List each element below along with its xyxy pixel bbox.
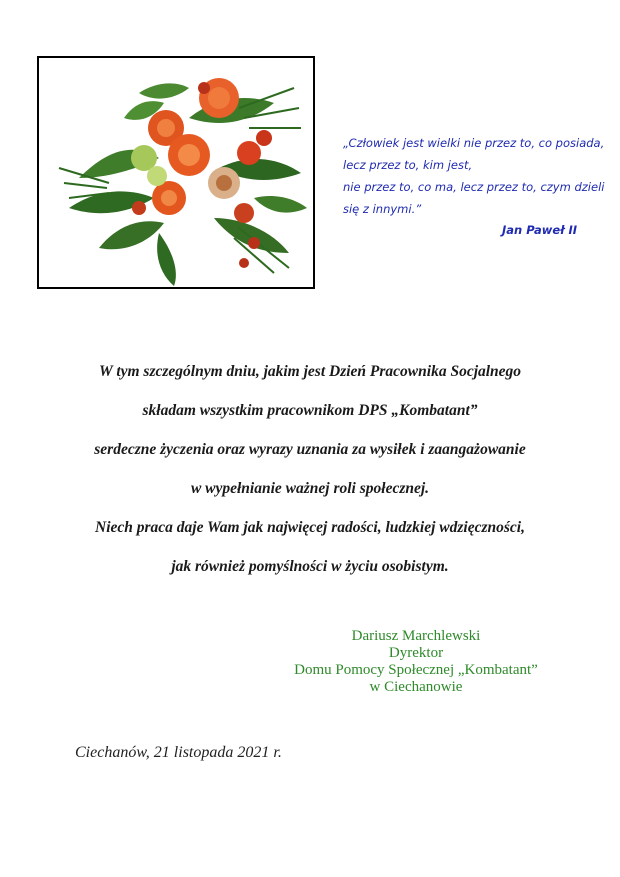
signature-location: w Ciechanowie <box>369 679 463 695</box>
wishes-line: Niech praca daje Wam jak najwięcej radości, ludzkiej wdzięczności, <box>95 519 525 536</box>
signature-name: Dariusz Marchlewski <box>351 628 481 644</box>
wishes-line: W tym szczególnym dniu, jakim jest Dzień Pracownika Socjalnego <box>98 363 522 380</box>
wishes-line: w wypełnianie ważnej roli społecznej. <box>190 480 430 497</box>
quote-line: nie przez to, co ma, lecz przez to, czym dzieli <box>343 180 605 194</box>
signature-institution: Domu Pomocy Społecznej „Kombatant” <box>294 662 538 678</box>
bouquet-greenery <box>59 83 307 286</box>
quote-block <box>343 132 605 240</box>
flower-bouquet-icon <box>39 58 313 287</box>
wishes-line: składam wszystkim pracownikom DPS „Kombatant” <box>142 402 478 419</box>
signature-title: Dyrektor <box>388 645 444 661</box>
quote-line: lecz przez to, kim jest, <box>343 158 473 172</box>
wishes-line: jak również pomyślności w życiu osobistym. <box>171 558 449 575</box>
wishes-line: serdeczne życzenia oraz wyrazy uznania za wysiłek i zaangażowanie <box>94 441 526 458</box>
quote-line: „Człowiek jest wielki nie przez to, co posiada, <box>343 136 605 150</box>
quote-line: się z innymi.” <box>343 202 422 216</box>
document-date: Ciechanów, 21 listopada 2021 r. <box>75 744 282 761</box>
bouquet-image-frame <box>37 56 315 289</box>
quote-author: Jan Paweł II <box>502 223 577 237</box>
wishes-text <box>0 362 620 596</box>
signature-block <box>268 628 564 696</box>
